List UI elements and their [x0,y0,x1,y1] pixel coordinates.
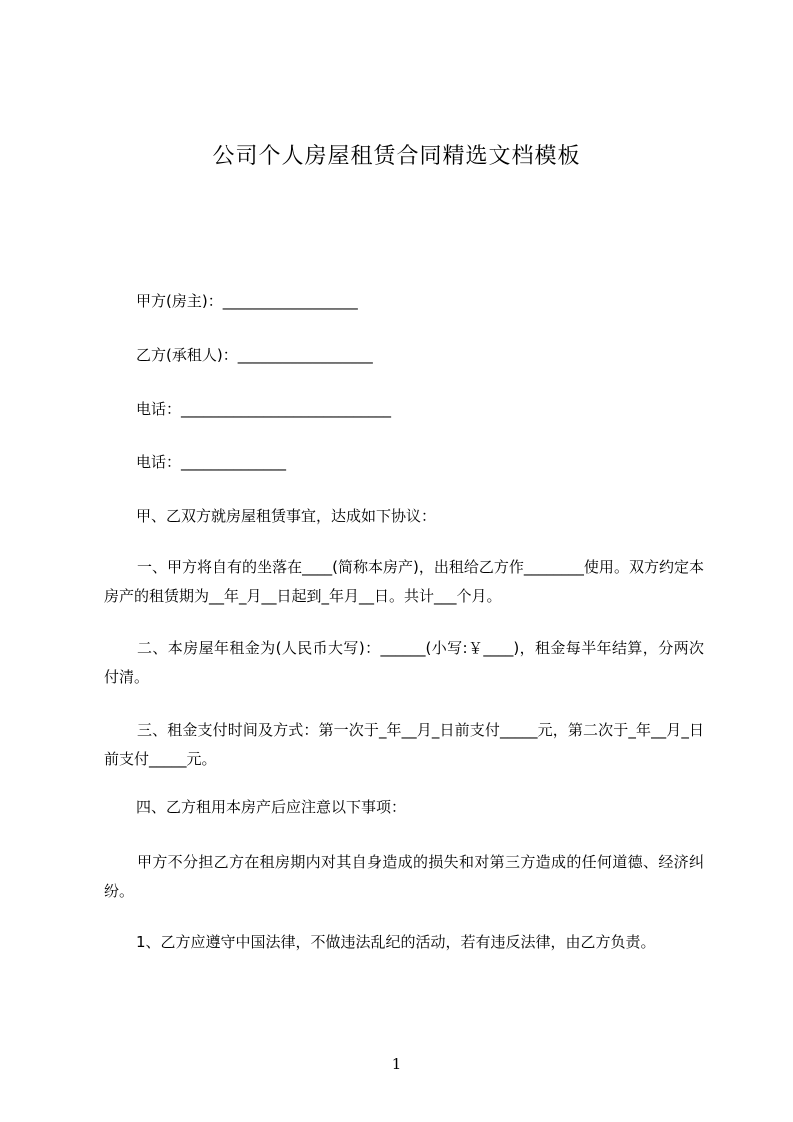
party-a-line: 甲方(房主)：__________________ [136,292,358,310]
item-1-paragraph: 1、乙方应遵守中国法律，不做违法乱纪的活动，若有违反法律，由乙方负责。 [136,933,656,951]
note-paragraph: 甲方不分担乙方在租房期内对其自身造成的损失和对第三方造成的任何道德、经济纠纷。 [104,853,704,900]
clause-1-paragraph: 一、甲方将自有的坐落在____(简称本房产)，出租给乙方作________使用。双方约定本房产的租赁期为__年_月__日起到_年月__日。共计___个月。 [104,558,704,605]
clause-3-paragraph: 三、租金支付时间及方式：第一次于_年__月_日前支付_____元，第二次于_年__月_日前支付_____元。 [104,721,704,768]
page-number: 1 [391,1055,402,1073]
party-b-line: 乙方(承租人)：__________________ [136,346,373,364]
clause-4-heading: 四、乙方租用本房产后应注意以下事项： [136,798,407,816]
clause-2-paragraph: 二、本房屋年租金为(人民币大写)：______(小写:￥____)，租金每半年结算，分两次付清。 [104,639,704,686]
intro-paragraph: 甲、乙双方就房屋租赁事宜，达成如下协议： [136,507,437,525]
page-title: 公司个人房屋租赁合同精选文档模板 [212,144,581,169]
phone-line-2: 电话：______________ [136,453,287,471]
phone-line-1: 电话：____________________________ [136,400,392,418]
